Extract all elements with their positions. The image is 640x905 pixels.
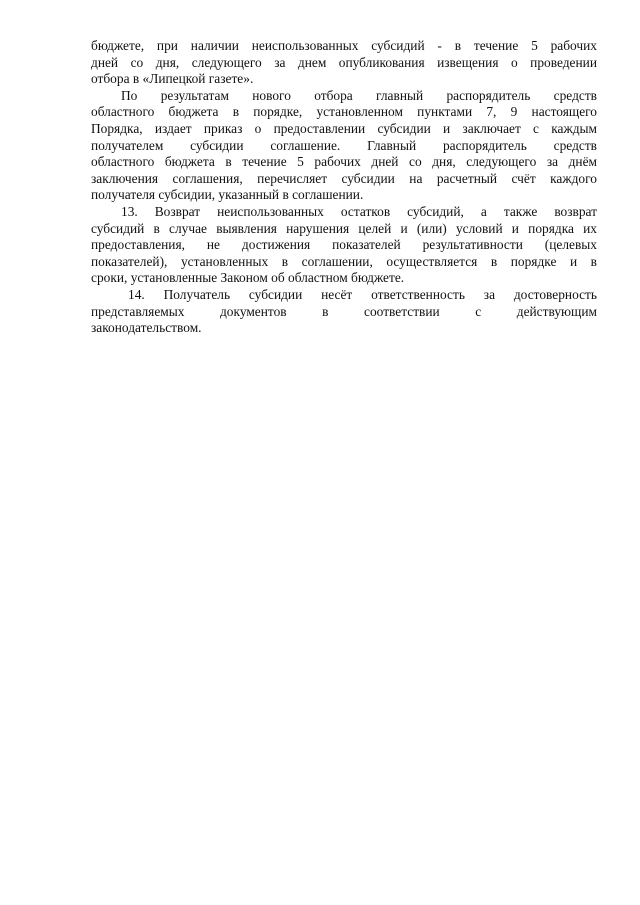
text-line: предоставления, не достижения показателей результативности (целевых (91, 237, 597, 253)
text-line: 13. Возврат неиспользованных остатков субсидий, а также возврат (121, 203, 597, 219)
text-line: областного бюджета в порядке, установленном пунктами 7, 9 настоящего (91, 104, 597, 120)
text-line: дней со дня, следующего за днем опубликования извещения о проведении (91, 54, 597, 70)
text-line: показателей), установленных в соглашении, осуществляется в порядке и в (91, 253, 597, 269)
paragraph-continuation (91, 38, 597, 88)
text-line: получателем субсидии соглашение. Главный распорядитель средств (91, 137, 597, 153)
text-line: отбора в «Липецкой газете». (91, 71, 254, 87)
text-line: сроки, установленные Законом об областном бюджете. (91, 270, 405, 286)
paragraph-item-14 (91, 287, 597, 337)
paragraph-item-13 (91, 204, 597, 287)
text-line: По результатам нового отбора главный распорядитель средств (121, 87, 597, 103)
paragraph-new-selection (91, 88, 597, 204)
text-line: областного бюджета в течение 5 рабочих дней со дня, следующего за днём (91, 154, 597, 170)
text-line: получателя субсидии, указанный в соглашении. (91, 187, 364, 203)
text-line: бюджете, при наличии неиспользованных субсидий - в течение 5 рабочих (91, 38, 597, 53)
text-line: 14. Получатель субсидии несёт ответственность за достоверность (128, 286, 597, 302)
text-line: законодательством. (91, 320, 202, 336)
document-body (91, 38, 597, 337)
text-line: субсидий в случае выявления нарушения целей и (или) условий и порядка их (91, 220, 597, 236)
text-line: заключения соглашения, перечисляет субсидии на расчетный счёт каждого (91, 170, 597, 186)
text-line: представляемых документов в соответствии с действующим (91, 303, 597, 319)
text-line: Порядка, издает приказ о предоставлении субсидии и заключает с каждым (91, 120, 597, 136)
